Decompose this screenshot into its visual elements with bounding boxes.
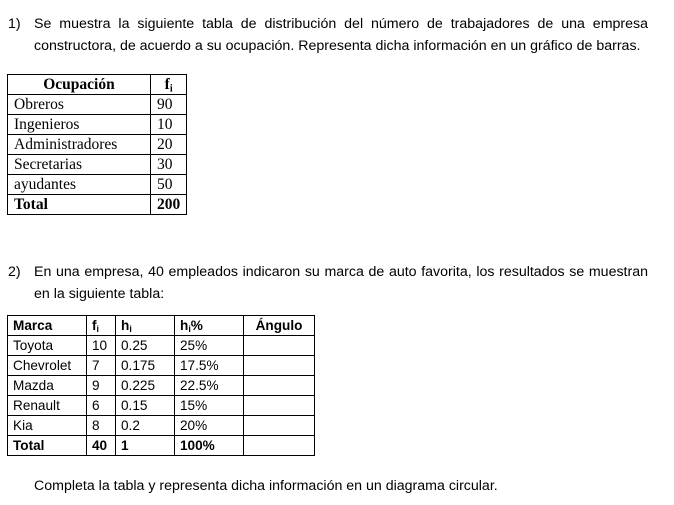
frequency-cell: 200 — [151, 195, 187, 215]
occupation-cell: Administradores — [8, 135, 151, 155]
car-brand-table — [7, 315, 315, 456]
hi-cell: 0.2 — [116, 416, 175, 436]
angulo-cell — [244, 436, 315, 456]
table-row — [8, 95, 187, 115]
table-row — [8, 356, 315, 376]
header-fi: $f_i$ — [87, 316, 116, 336]
question-2-number: 2) — [8, 264, 21, 280]
question-1 — [8, 13, 648, 57]
angulo-cell — [244, 336, 315, 356]
table-row — [8, 396, 315, 416]
occupation-cell: Obreros — [8, 95, 151, 115]
frequency-cell: 50 — [151, 175, 187, 195]
occupation-cell: Secretarias — [8, 155, 151, 175]
question-1-number: 1) — [8, 16, 21, 32]
hi-cell: 0.25 — [116, 336, 175, 356]
occupation-table-header — [8, 75, 187, 95]
fi-cell: 9 — [87, 376, 116, 396]
marca-cell: Mazda — [8, 376, 87, 396]
hi-percent-cell: 17.5% — [175, 356, 244, 376]
table-row — [8, 376, 315, 396]
marca-cell: Renault — [8, 396, 87, 416]
hi-cell: 1 — [116, 436, 175, 456]
occupation-cell: Ingenieros — [8, 115, 151, 135]
occupation-cell: Total — [8, 195, 151, 215]
fi-cell: 40 — [87, 436, 116, 456]
header-occupation: Ocupación — [8, 75, 151, 95]
table-row — [8, 155, 187, 175]
marca-cell: Toyota — [8, 336, 87, 356]
hi-percent-cell: 15% — [175, 396, 244, 416]
header-frequency: $f_i$ — [151, 75, 187, 95]
table-row — [8, 416, 315, 436]
frequency-cell: 10 — [151, 115, 187, 135]
angulo-cell — [244, 356, 315, 376]
question-2 — [8, 261, 648, 305]
hi-percent-cell: 25% — [175, 336, 244, 356]
frequency-cell: 20 — [151, 135, 187, 155]
header-hi-percent: $h_i\%$ — [175, 316, 244, 336]
hi-percent-cell: 100% — [175, 436, 244, 456]
frequency-cell: 30 — [151, 155, 187, 175]
table-total-row — [8, 195, 187, 215]
fi-cell: 7 — [87, 356, 116, 376]
car-brand-table-header — [8, 316, 315, 336]
fi-cell: 10 — [87, 336, 116, 356]
angulo-cell — [244, 416, 315, 436]
table-row — [8, 115, 187, 135]
frequency-cell: 90 — [151, 95, 187, 115]
fi-cell: 6 — [87, 396, 116, 416]
fi-cell: 8 — [87, 416, 116, 436]
hi-cell: 0.225 — [116, 376, 175, 396]
table-row — [8, 135, 187, 155]
closing-instruction: Completa la tabla y representa dicha información en un diagrama circular. — [34, 478, 498, 494]
header-angulo: Ángulo — [244, 316, 315, 336]
marca-cell: Kia — [8, 416, 87, 436]
header-hi: $h_i$ — [116, 316, 175, 336]
hi-cell: 0.15 — [116, 396, 175, 416]
hi-percent-cell: 20% — [175, 416, 244, 436]
question-2-text: En una empresa, 40 empleados indicaron su marca de auto favorita, los resultados se muestran en la siguiente tabla: — [34, 264, 648, 302]
occupation-cell: ayudantes — [8, 175, 151, 195]
header-marca: Marca — [8, 316, 87, 336]
occupation-table — [7, 74, 187, 215]
table-total-row — [8, 436, 315, 456]
table-row — [8, 175, 187, 195]
hi-cell: 0.175 — [116, 356, 175, 376]
question-1-text: Se muestra la siguiente tabla de distribución del número de trabajadores de una empresa constructora, de acuerdo a su ocupación. Representa dicha información en un gráfico de barras. — [34, 16, 648, 54]
marca-cell: Chevrolet — [8, 356, 87, 376]
marca-cell: Total — [8, 436, 87, 456]
angulo-cell — [244, 396, 315, 416]
table-row — [8, 336, 315, 356]
angulo-cell — [244, 376, 315, 396]
hi-percent-cell: 22.5% — [175, 376, 244, 396]
